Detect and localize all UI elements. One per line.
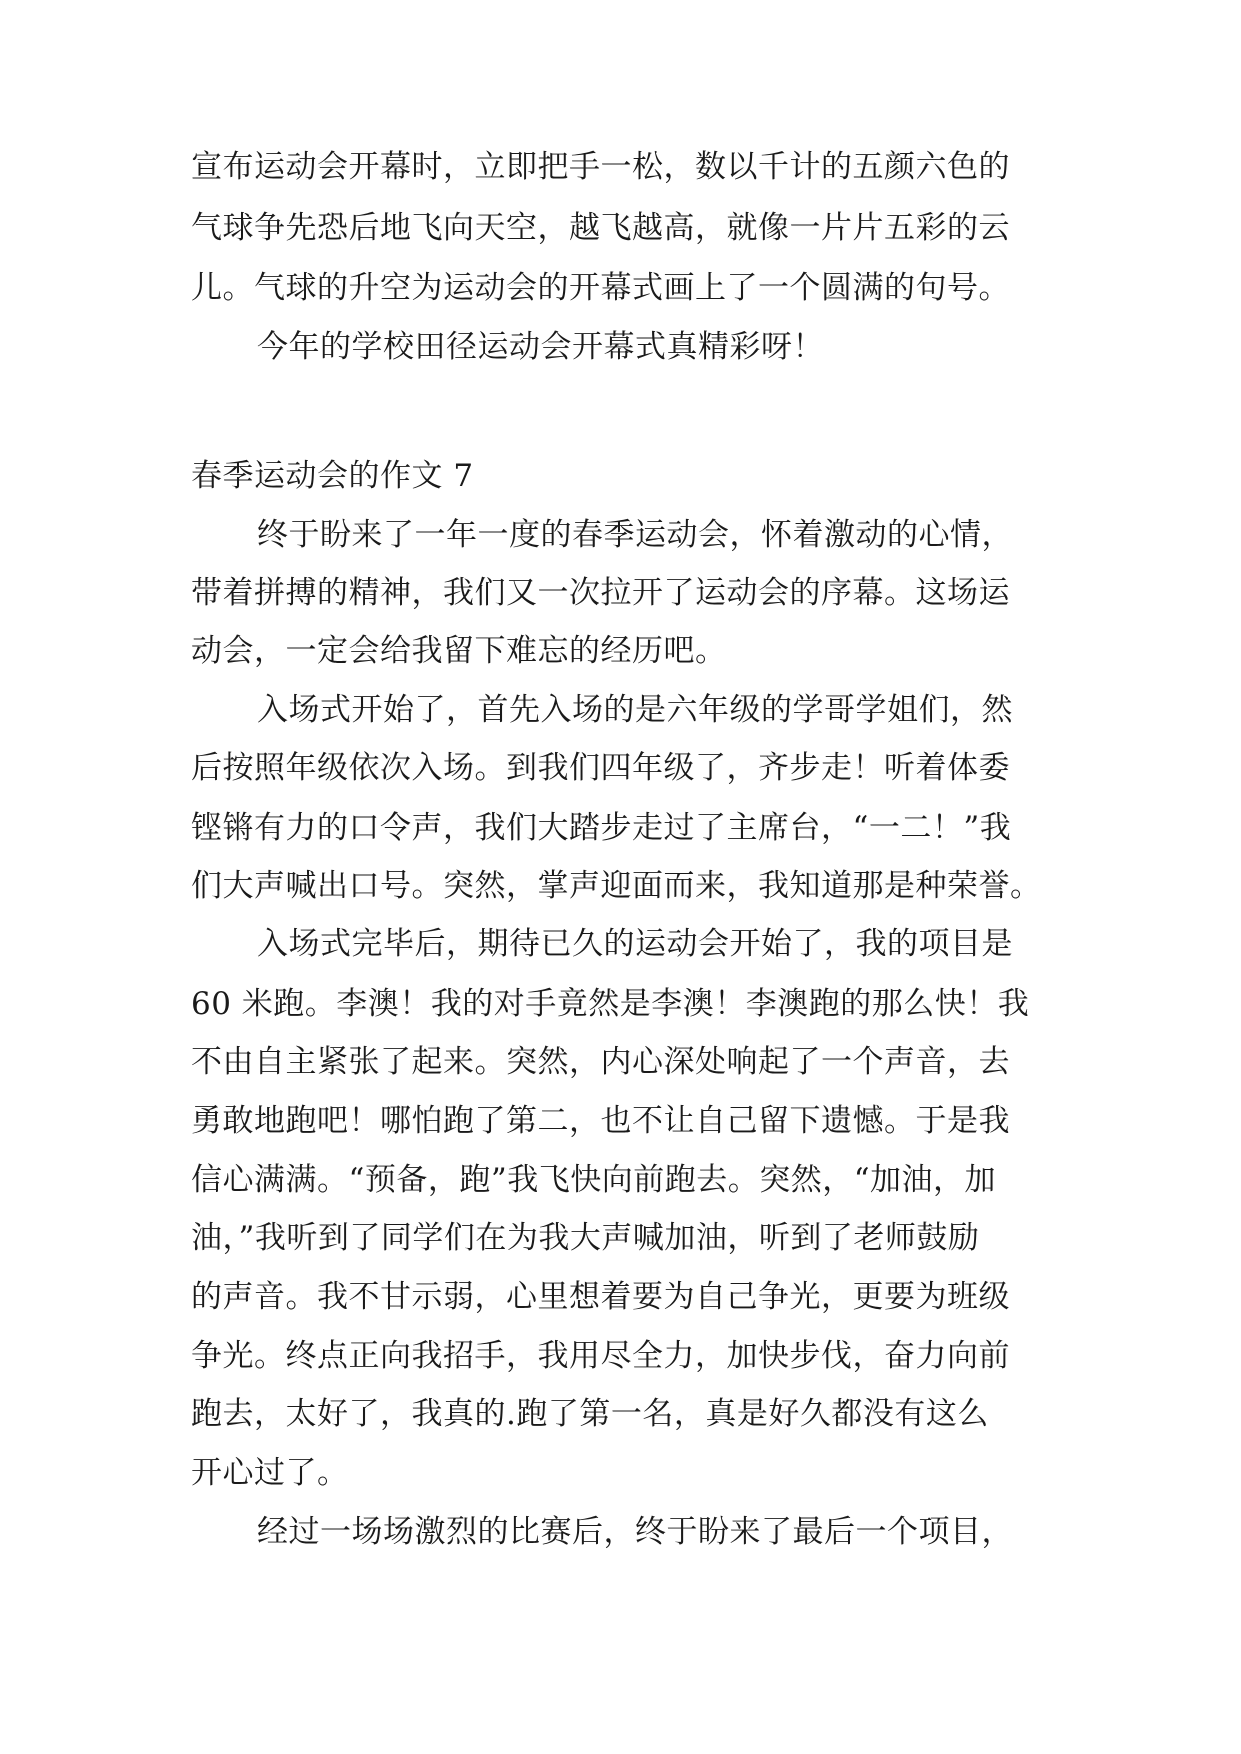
paragraph-line: 动会，一定会给我留下难忘的经历吧。 [191, 633, 727, 669]
paragraph-line: 入场式开始了，首先入场的是六年级的学哥学姐们，然 [257, 692, 1013, 728]
paragraph-line: 气球争先恐后地飞向天空，越飞越高，就像一片片五彩的云 [191, 210, 1010, 246]
paragraph-line: 跑去，太好了，我真的.跑了第一名，真是好久都没有这么 [191, 1396, 989, 1432]
paragraph-line: 们大声喊出口号。突然，掌声迎面而来，我知道那是种荣誉。 [191, 868, 1042, 904]
paragraph-line: 油，”我听到了同学们在为我大声喊加油，听到了老师鼓励 [191, 1220, 980, 1256]
paragraph-line: 铿锵有力的口令声，我们大踏步走过了主席台，“一二！”我 [191, 810, 1012, 846]
paragraph-line: 勇敢地跑吧！哪怕跑了第二，也不让自己留下遗憾。于是我 [191, 1103, 1010, 1139]
paragraph-line: 今年的学校田径运动会开幕式真精彩呀！ [257, 329, 824, 365]
paragraph-line: 不由自主紧张了起来。突然，内心深处响起了一个声音，去 [191, 1044, 1010, 1080]
paragraph-line: 带着拼搏的精神，我们又一次拉开了运动会的序幕。这场运 [191, 575, 1010, 611]
paragraph-line: 经过一场场激烈的比赛后，终于盼来了最后一个项目， [257, 1514, 1013, 1550]
paragraph-line: 宣布运动会开幕时，立即把手一松，数以千计的五颜六色的 [191, 149, 1010, 185]
paragraph-line: 60 米跑。李澳！我的对手竟然是李澳！李澳跑的那么快！我 [191, 986, 1030, 1022]
paragraph-line: 儿。气球的升空为运动会的开幕式画上了一个圆满的句号。 [191, 270, 1010, 306]
paragraph-line: 入场式完毕后，期待已久的运动会开始了，我的项目是 [257, 926, 1013, 962]
paragraph-line: 开心过了。 [191, 1455, 349, 1491]
paragraph-line: 后按照年级依次入场。到我们四年级了，齐步走！听着体委 [191, 750, 1010, 786]
section-title: 春季运动会的作文 7 [191, 458, 474, 494]
paragraph-line: 信心满满。“预备，跑”我飞快向前跑去。突然，“加油，加 [191, 1162, 997, 1198]
paragraph-line: 争光。终点正向我招手，我用尽全力，加快步伐，奋力向前 [191, 1338, 1010, 1374]
paragraph-line: 终于盼来了一年一度的春季运动会，怀着激动的心情， [257, 517, 1013, 553]
paragraph-line: 的声音。我不甘示弱，心里想着要为自己争光，更要为班级 [191, 1279, 1010, 1315]
